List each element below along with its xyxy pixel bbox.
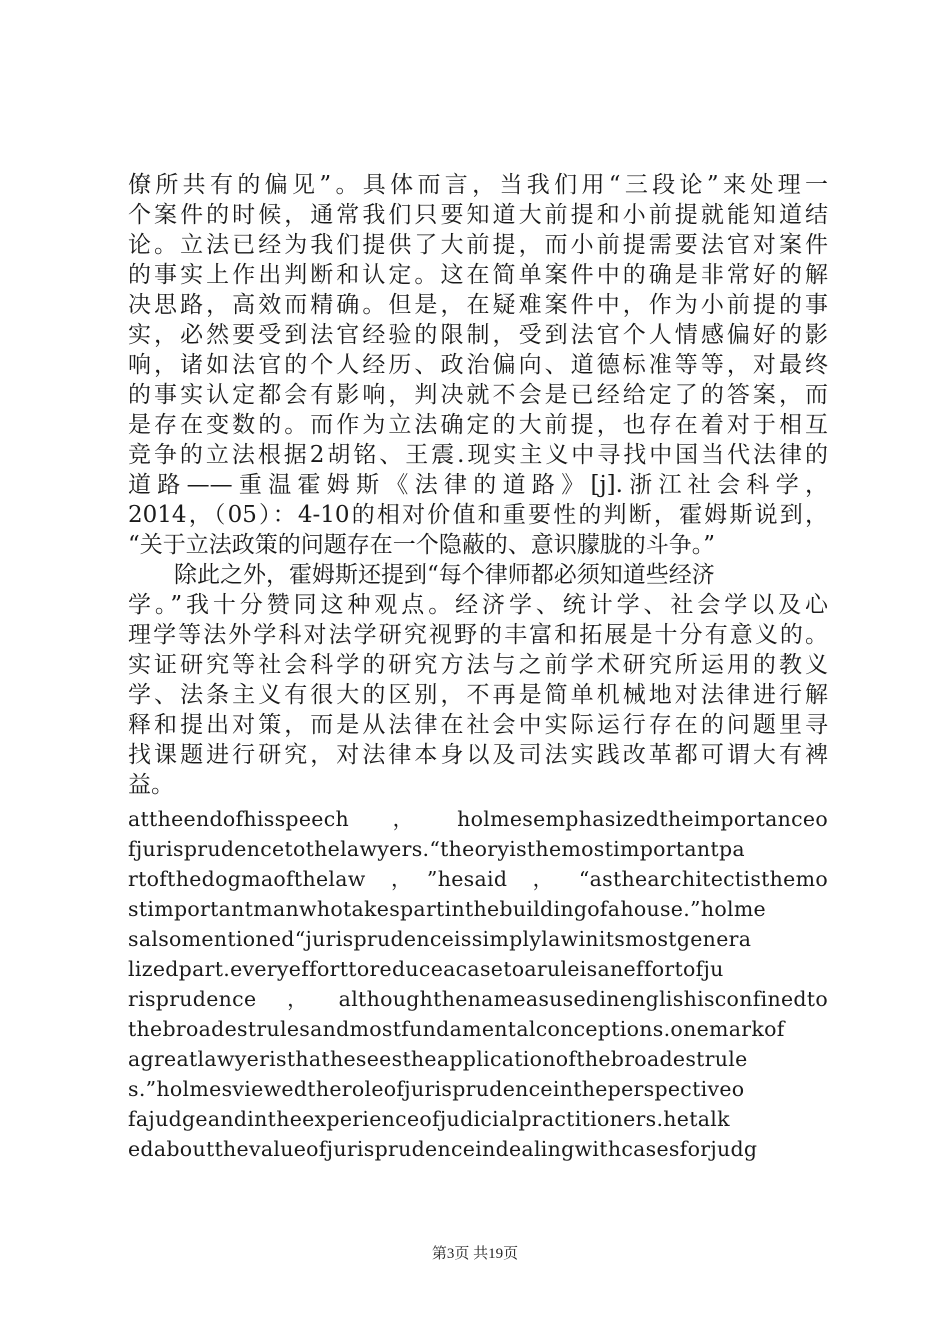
text-line: 2014，（05）：4-10的相对价值和重要性的判断，霍姆斯说到， [128, 502, 828, 528]
text-line: risprudence，althoughthenameasusedinenglishisconfinedto [128, 987, 828, 1011]
text-line: 益。 [128, 772, 174, 798]
text-line: fjurisprudencetothelawyers.“theoryisthemostimportantpa [128, 837, 745, 861]
text-line: attheendofhisspeech，holmesemphasizedtheimportanceo [128, 807, 828, 831]
text-line: 理学等法外学科对法学研究视野的丰富和拓展是十分有意义的。 [128, 622, 828, 648]
text-line: 竞争的立法根据2胡铭、王震.现实主义中寻找中国当代法律的 [128, 442, 828, 468]
text-line: 学。”我十分赞同这种观点。经济学、统计学、社会学以及心 [128, 592, 828, 618]
text-line: s.”holmesviewedtheroleofjurisprudenceintheperspectiveo [128, 1077, 745, 1101]
text-line: 是存在变数的。而作为立法确定的大前提，也存在着对于相互 [128, 412, 828, 438]
text-line: agreatlawyeristhatheseestheapplicationofthebroadestrule [128, 1047, 748, 1071]
text-line: 学、法条主义有很大的区别，不再是简单机械地对法律进行解 [128, 682, 828, 708]
text-line: 的事实上作出判断和认定。这在简单案件中的确是非常好的解 [128, 262, 828, 288]
text-line: salsomentioned“jurisprudenceissimplylawinitsmostgenera [128, 927, 752, 951]
text-line: thebroadestrulesandmostfundamentalconceptions.onemarkof [128, 1017, 785, 1041]
text-line: stimportantmanwhotakespartinthebuildingofahouse.”holme [128, 897, 766, 921]
text-line: 道路——重温霍姆斯《法律的道路》[j].浙江社会科学， [128, 472, 828, 498]
text-line: 僚所共有的偏见”。具体而言，当我们用“三段论”来处理一 [128, 172, 828, 198]
text-line: 实证研究等社会科学的研究方法与之前学术研究所运用的教义 [128, 652, 828, 678]
text-line: edaboutthevalueofjurisprudenceindealingwithcasesforjudg [128, 1137, 758, 1161]
text-line: 释和提出对策，而是从法律在社会中实际运行存在的问题里寻 [128, 712, 828, 738]
text-line: 实，必然要受到法官经验的限制，受到法官个人情感偏好的影 [128, 322, 828, 348]
page-footer: 第3页 共19页 [431, 1246, 519, 1262]
text-line: 除此之外，霍姆斯还提到“每个律师都必须知道些经济 [128, 562, 715, 588]
text-line: 论。立法已经为我们提供了大前提，而小前提需要法官对案件 [128, 232, 828, 258]
text-line: 个案件的时候，通常我们只要知道大前提和小前提就能知道结 [128, 202, 828, 228]
text-line: “关于立法政策的问题存在一个隐蔽的、意识朦胧的斗争。” [128, 532, 716, 558]
text-line: 响，诸如法官的个人经历、政治偏向、道德标准等等，对最终 [128, 352, 828, 378]
text-line: 找课题进行研究，对法律本身以及司法实践改革都可谓大有裨 [128, 742, 828, 768]
text-line: 决思路，高效而精确。但是，在疑难案件中，作为小前提的事 [128, 292, 828, 318]
text-line: rtofthedogmaofthelaw，”hesaid，“asthearchitectisthemo [128, 867, 828, 891]
body-text [128, 170, 828, 1164]
text-line: 的事实认定都会有影响，判决就不会是已经给定了的答案，而 [128, 382, 828, 408]
text-line: fajudgeandintheexperienceofjudicialpractitioners.hetalk [128, 1107, 730, 1131]
text-line: lizedpart.everyefforttoreduceacasetoaruleisaneffortofju [128, 957, 724, 981]
